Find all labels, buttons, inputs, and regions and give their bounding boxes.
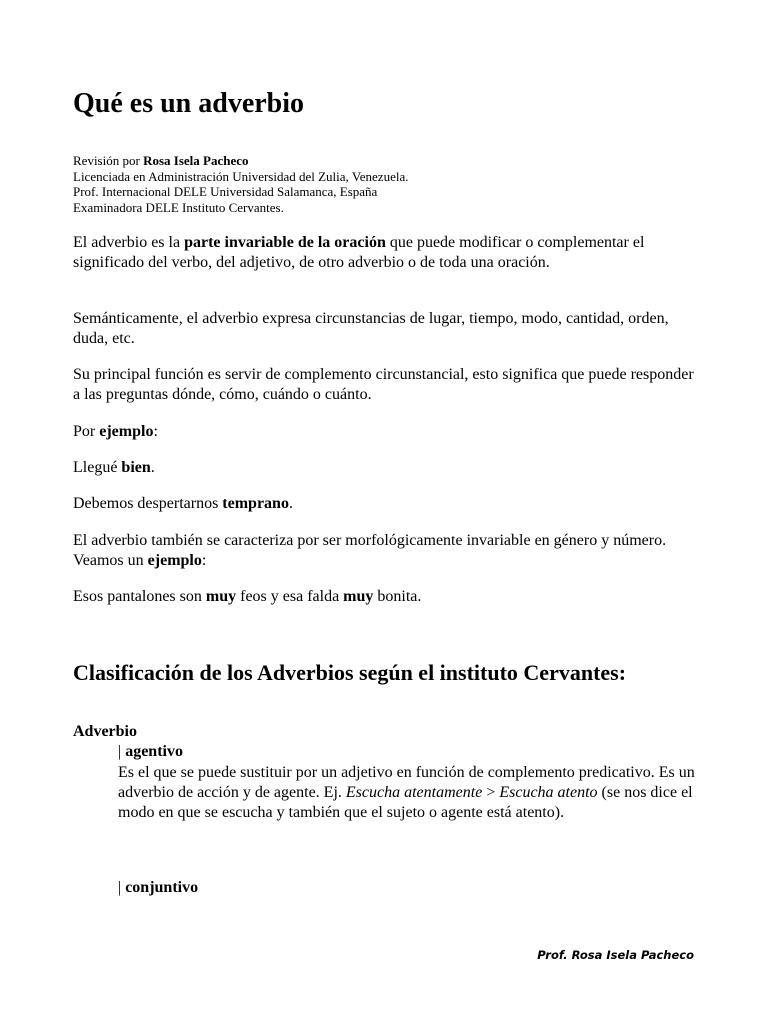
page-title: Qué es un adverbio: [73, 88, 305, 119]
review-prefix: Revisión por: [73, 153, 144, 168]
text-run: .: [288, 495, 293, 512]
credential-line: Examinadora DELE Instituto Cervantes.: [73, 199, 284, 215]
classification-term: Adverbio: [73, 723, 137, 740]
author-byline: [73, 153, 408, 215]
text-run: El adverbio es la: [73, 234, 185, 251]
semantics-paragraph: Semánticamente, el adverbio expresa circunstancias de lugar, tiempo, modo, cantidad, orden, duda, etc.: [73, 310, 669, 347]
text-run: Llegué: [73, 459, 122, 476]
adverb-highlight: bien: [121, 459, 151, 476]
text-run: :: [201, 552, 207, 569]
credential-line: Prof. Internacional DELE Universidad Salamanca, España: [73, 184, 378, 199]
text-run: >: [482, 784, 500, 801]
text-run: que puede modificar o complementar el significado del verbo, del adjetivo, de otro adverbio o de toda una oración.: [73, 234, 645, 271]
text-run: Esos pantalones son: [73, 588, 206, 605]
review-line: [73, 153, 408, 169]
example-sentence: [73, 587, 695, 607]
text-run: (se nos dice el modo en que se escucha y también que el sujeto o agente está atento).: [118, 784, 693, 821]
text-run: bonita.: [373, 588, 422, 605]
subtype-label: conjuntivo: [125, 879, 199, 896]
agentivo-definition: [118, 763, 698, 823]
page-footer: Prof. Rosa Isela Pacheco: [537, 948, 694, 962]
text-run: El adverbio también se caracteriza por ser morfológicamente invariable en género y número. Veamos un: [73, 532, 667, 569]
section-heading: Clasificación de los Adverbios según el instituto Cervantes:: [73, 660, 627, 685]
example-intro: [73, 422, 695, 442]
example-sentence: [73, 458, 695, 478]
text-run: Es el que se puede sustituir por un adjetivo en función de complemento predicativo. Es un adverbio de acción y de agente. Ej.: [118, 764, 695, 801]
subtype-bar: |: [118, 743, 126, 760]
author-name: Rosa Isela Pacheco: [143, 153, 249, 168]
credential-line: Licenciada en Administración Universidad del Zulia, Venezuela.: [73, 168, 409, 184]
subtype-label: agentivo: [125, 743, 183, 760]
text-run: .: [150, 459, 155, 476]
italic-example: Escucha atento: [499, 784, 598, 801]
text-run: feos y esa falda: [236, 588, 344, 605]
italic-example: Escucha atentamente: [345, 784, 483, 801]
adverb-highlight: muy: [343, 588, 374, 605]
invariability-paragraph: [73, 531, 695, 571]
adverb-highlight: temprano: [222, 495, 289, 512]
example-sentence: [73, 494, 695, 514]
subtype-agentivo: [118, 742, 183, 762]
subtype-bar: |: [118, 879, 126, 896]
emphasis-text: ejemplo: [147, 552, 202, 569]
adverb-highlight: muy: [205, 588, 237, 605]
intro-paragraph: [73, 233, 695, 273]
text-run: Debemos despertarnos: [73, 495, 223, 512]
function-paragraph: Su principal función es servir de complemento circunstancial, esto significa que puede responder a las preguntas dónde, cómo, cuándo o cuánto.: [73, 366, 694, 403]
emphasis-text: ejemplo: [99, 423, 154, 440]
text-run: :: [153, 423, 158, 440]
subtype-conjuntivo: [118, 878, 198, 898]
text-run: Por: [73, 423, 100, 440]
emphasis-text: parte invariable de la oración: [184, 234, 386, 251]
